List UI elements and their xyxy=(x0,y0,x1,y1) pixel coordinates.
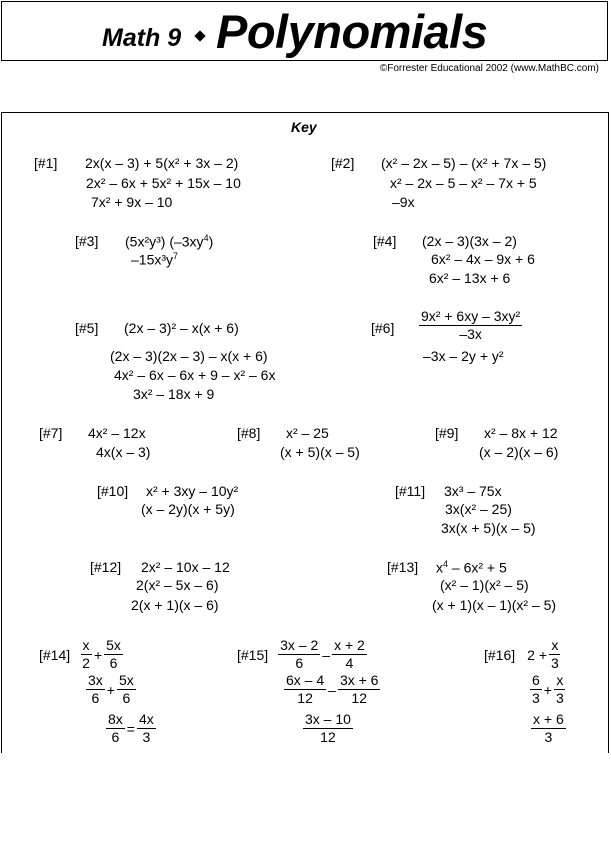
denominator: 12 xyxy=(297,690,313,706)
numerator: 6x – 4 xyxy=(286,672,325,688)
fraction xyxy=(303,711,353,746)
problem-15-row xyxy=(303,711,353,746)
problem-16-row xyxy=(525,637,561,671)
fraction xyxy=(338,672,381,707)
numerator: 6 xyxy=(532,672,540,688)
operator: + xyxy=(543,681,552,698)
denominator: 6 xyxy=(122,690,131,706)
denominator: 3 xyxy=(551,655,559,671)
problem-12-label: [#12] xyxy=(90,559,122,575)
problem-2-line: (x² – 2x – 5) – (x² + 7x – 5) xyxy=(381,155,547,171)
denominator: 3 xyxy=(532,690,540,706)
key-heading: Key xyxy=(291,119,317,135)
problem-5-line: (2x – 3)(2x – 3) – x(x + 6) xyxy=(110,348,268,364)
problem-2-line: x² – 2x – 5 – x² – 7x + 5 xyxy=(390,175,537,191)
problem-8-label: [#8] xyxy=(237,425,261,441)
fraction xyxy=(549,637,561,672)
numerator: 3x – 2 xyxy=(280,637,319,653)
denominator: 12 xyxy=(320,729,336,745)
problem-10-label: [#10] xyxy=(97,483,129,499)
problem-3-line: $-15x^3y^7$ xyxy=(131,251,179,268)
problem-16-label: [#16] xyxy=(484,646,516,663)
fraction xyxy=(531,711,566,746)
denominator: 6 xyxy=(91,690,100,706)
operator: – xyxy=(328,681,336,698)
problem-16-row xyxy=(530,672,566,707)
numerator: 5x xyxy=(118,672,134,688)
fraction xyxy=(117,672,136,707)
problem-14-label: [#14] xyxy=(39,646,71,663)
problem-13-line: $x^4 - 6x^2 + 5$ xyxy=(436,559,507,576)
problem-4-line: 6x² – 4x – 9x + 6 xyxy=(431,251,535,267)
problem-2-line: –9x xyxy=(392,194,415,210)
problem-3-line: (5x²y³) $(-3xy^4)$ xyxy=(125,233,214,250)
problem-13-line: (x + 1)(x – 1)(x² – 5) xyxy=(432,597,557,613)
problem-6-label: [#6] xyxy=(371,320,395,336)
title-box xyxy=(1,1,608,61)
problem-12-line: 2(x + 1)(x – 6) xyxy=(131,597,219,613)
problem-5-line: 3x² – 18x + 9 xyxy=(133,386,215,402)
fraction xyxy=(106,711,125,746)
denominator: 3 xyxy=(555,690,564,706)
fraction xyxy=(86,672,105,707)
numerator: x + 6 xyxy=(533,711,564,727)
problem-9-label: [#9] xyxy=(435,425,459,441)
problem-14-row xyxy=(106,711,156,746)
problem-15-row xyxy=(284,672,380,707)
denominator: 4 xyxy=(345,655,354,671)
problem-13-line: (x² – 1)(x² – 5) xyxy=(440,577,529,593)
problem-15-label: [#15] xyxy=(237,646,269,663)
problem-10-line: (x – 2y)(x + 5y) xyxy=(141,501,235,517)
problem-1-line: 2x(x – 3) + 5(x² + 3x – 2) xyxy=(85,155,239,171)
problem-4-label: [#4] xyxy=(373,233,397,249)
denominator: 12 xyxy=(351,690,367,706)
denominator: 6 xyxy=(109,655,118,671)
denominator: 6 xyxy=(295,655,304,671)
denominator: 2 xyxy=(82,655,90,671)
problem-1-label: [#1] xyxy=(34,155,58,171)
numerator: x xyxy=(82,637,90,653)
problem-14-row xyxy=(86,672,136,707)
numerator: 3x – 10 xyxy=(305,711,351,727)
problem-11-label: [#11] xyxy=(395,483,426,499)
fraction xyxy=(137,711,156,746)
problem-7-line: 4x(x – 3) xyxy=(96,444,151,460)
problem-14-row xyxy=(80,637,123,671)
problem-4-line: (2x – 3)(3x – 2) xyxy=(422,233,517,249)
denominator: 3 xyxy=(544,729,553,745)
problem-12-line: 2(x² – 5x – 6) xyxy=(136,577,219,593)
fraction xyxy=(530,672,542,707)
fraction xyxy=(104,637,123,672)
problem-5-line: (2x – 3)² – x(x + 6) xyxy=(124,320,239,336)
numerator: 8x xyxy=(108,711,123,727)
course-name: Math 9 xyxy=(102,24,182,52)
problem-2-label: [#2] xyxy=(331,155,355,171)
problem-7-label: [#7] xyxy=(39,425,63,441)
operator: = xyxy=(126,720,135,737)
numerator: 3x + 6 xyxy=(339,672,379,688)
problem-15-row xyxy=(278,637,367,671)
problem-16-row xyxy=(531,711,566,746)
problem-8-line: x² – 25 xyxy=(286,425,329,441)
numerator: x xyxy=(556,672,564,688)
problem-13-label: [#13] xyxy=(387,559,419,575)
numerator: x xyxy=(551,637,559,653)
problem-3-label: [#3] xyxy=(75,233,99,249)
fraction xyxy=(332,637,367,672)
problem-4-line: 6x² – 13x + 6 xyxy=(429,270,511,286)
fraction xyxy=(80,637,92,672)
numerator: 4x xyxy=(138,711,154,727)
problem-12-line: 2x² – 10x – 12 xyxy=(141,559,230,575)
problem-14 xyxy=(39,637,123,672)
problem-7-line: 4x² – 12x xyxy=(88,425,146,441)
problem-1-line: 7x² + 9x – 10 xyxy=(91,194,173,210)
problem-5-label: [#5] xyxy=(75,320,99,336)
operator: + xyxy=(93,646,103,663)
fraction xyxy=(278,637,320,672)
operator: 2 + xyxy=(527,646,547,663)
operator: + xyxy=(106,681,115,698)
copyright-notice: ©Forrester Educational 2002 (www.MathBC.com) xyxy=(379,63,599,74)
numerator: 3x xyxy=(88,672,103,688)
problem-6-fraction: $\frac{\text{9x² + 6xy – 3xy²}}{-3x}$ xyxy=(421,308,521,342)
denominator: 6 xyxy=(111,729,120,745)
problem-10-line: x² + 3xy – 10y² xyxy=(146,483,239,499)
problem-9-line: x² – 8x + 12 xyxy=(484,425,558,441)
problem-11-line: 3x(x + 5)(x – 5) xyxy=(441,520,536,536)
fraction xyxy=(554,672,566,707)
problem-6-line: –3x – 2y + y² xyxy=(423,348,504,364)
problem-15 xyxy=(237,637,367,672)
page-title: Polynomials xyxy=(216,5,488,58)
numerator: 5x xyxy=(106,637,121,653)
numerator: x + 2 xyxy=(334,637,365,653)
diamond-bullet-icon xyxy=(194,30,205,41)
problem-5-line: 4x² – 6x – 6x + 9 – x² – 6x xyxy=(114,367,276,383)
problem-16 xyxy=(484,637,561,672)
fraction xyxy=(284,672,326,707)
problem-8-line: (x + 5)(x – 5) xyxy=(280,444,360,460)
problem-9-line: (x – 2)(x – 6) xyxy=(479,444,559,460)
problem-1-line: 2x² – 6x + 5x² + 15x – 10 xyxy=(86,175,241,191)
denominator: 3 xyxy=(142,729,151,745)
operator: – xyxy=(322,646,331,663)
problem-11-line: 3x³ – 75x xyxy=(444,483,502,499)
problem-11-line: 3x(x² – 25) xyxy=(445,501,512,517)
